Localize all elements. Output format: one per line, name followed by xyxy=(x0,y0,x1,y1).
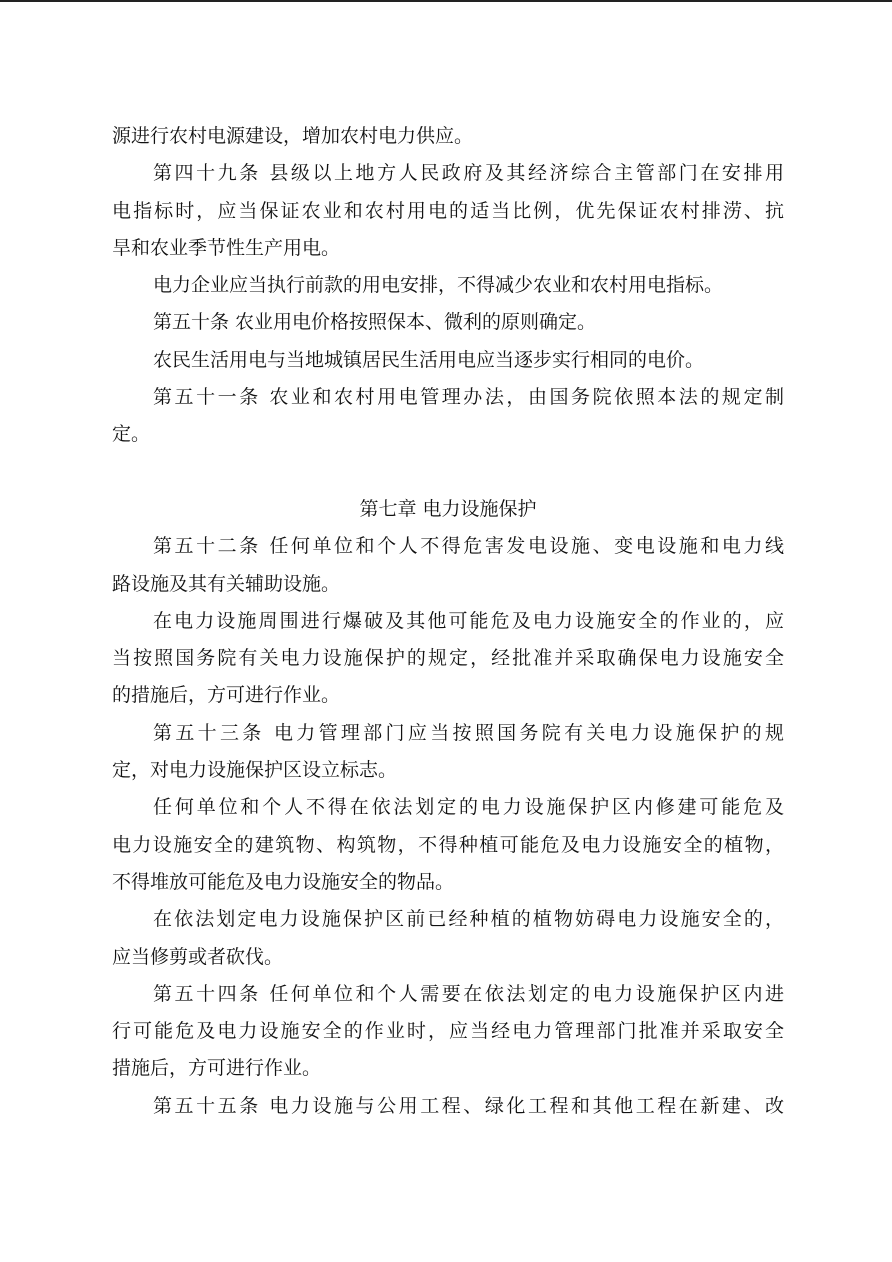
text-line: 源进行农村电源建设，增加农村电力供应。 xyxy=(112,125,474,147)
text-line: 当按照国务院有关电力设施保护的规定，经批准并采取确保电力设施安全 xyxy=(112,647,784,670)
top-border-line xyxy=(0,0,892,2)
text-line: 行可能危及电力设施安全的作业时，应当经电力管理部门批准并采取安全 xyxy=(112,1020,784,1043)
text-line: 第五十一条 农业和农村用电管理办法，由国务院依照本法的规定制 xyxy=(153,386,784,409)
text-line: 定。 xyxy=(112,423,151,446)
text-line: 电力企业应当执行前款的用电安排，不得减少农业和农村用电指标。 xyxy=(153,274,724,297)
text-line: 定，对电力设施保护区设立标志。 xyxy=(112,759,398,782)
text-line: 在电力设施周围进行爆破及其他可能危及电力设施安全的作业的，应 xyxy=(153,609,784,632)
text-line: 路设施及其有关辅助设施。 xyxy=(112,572,341,595)
text-line: 任何单位和个人不得在依法划定的电力设施保护区内修建可能危及 xyxy=(153,796,784,819)
text-line: 第五十五条 电力设施与公用工程、绿化工程和其他工程在新建、改 xyxy=(153,1094,784,1117)
text-line: 电力设施安全的建筑物、构筑物，不得种植可能危及电力设施安全的植物， xyxy=(112,833,784,856)
document-page xyxy=(112,118,784,1125)
text-block-chapter-six-end xyxy=(112,118,784,454)
text-block-chapter-seven xyxy=(112,528,784,1125)
text-line: 第四十九条 县级以上地方人民政府及其经济综合主管部门在安排用 xyxy=(153,162,784,185)
text-line: 农民生活用电与当地城镇居民生活用电应当逐步实行相同的电价。 xyxy=(153,348,705,371)
chapter-title: 第七章 电力设施保护 xyxy=(359,497,537,520)
text-line: 第五十条 农业用电价格按照保本、微利的原则确定。 xyxy=(153,311,597,334)
text-line: 的措施后，方可进行作业。 xyxy=(112,684,341,707)
text-line: 第五十二条 任何单位和个人不得危害发电设施、变电设施和电力线 xyxy=(153,535,784,558)
text-line: 在依法划定电力设施保护区前已经种植的植物妨碍电力设施安全的， xyxy=(153,908,784,931)
text-line: 第五十四条 任何单位和个人需要在依法划定的电力设施保护区内进 xyxy=(153,982,784,1005)
text-line: 应当修剪或者砍伐。 xyxy=(112,945,284,968)
text-line: 措施后，方可进行作业。 xyxy=(112,1057,322,1080)
blank-line xyxy=(112,454,784,491)
text-line: 第五十三条 电力管理部门应当按照国务院有关电力设施保护的规 xyxy=(153,721,784,744)
text-line: 旱和农业季节性生产用电。 xyxy=(112,236,341,259)
text-line: 电指标时，应当保证农业和农村用电的适当比例，优先保证农村排涝、抗 xyxy=(112,199,784,222)
text-line: 不得堆放可能危及电力设施安全的物品。 xyxy=(112,870,455,893)
